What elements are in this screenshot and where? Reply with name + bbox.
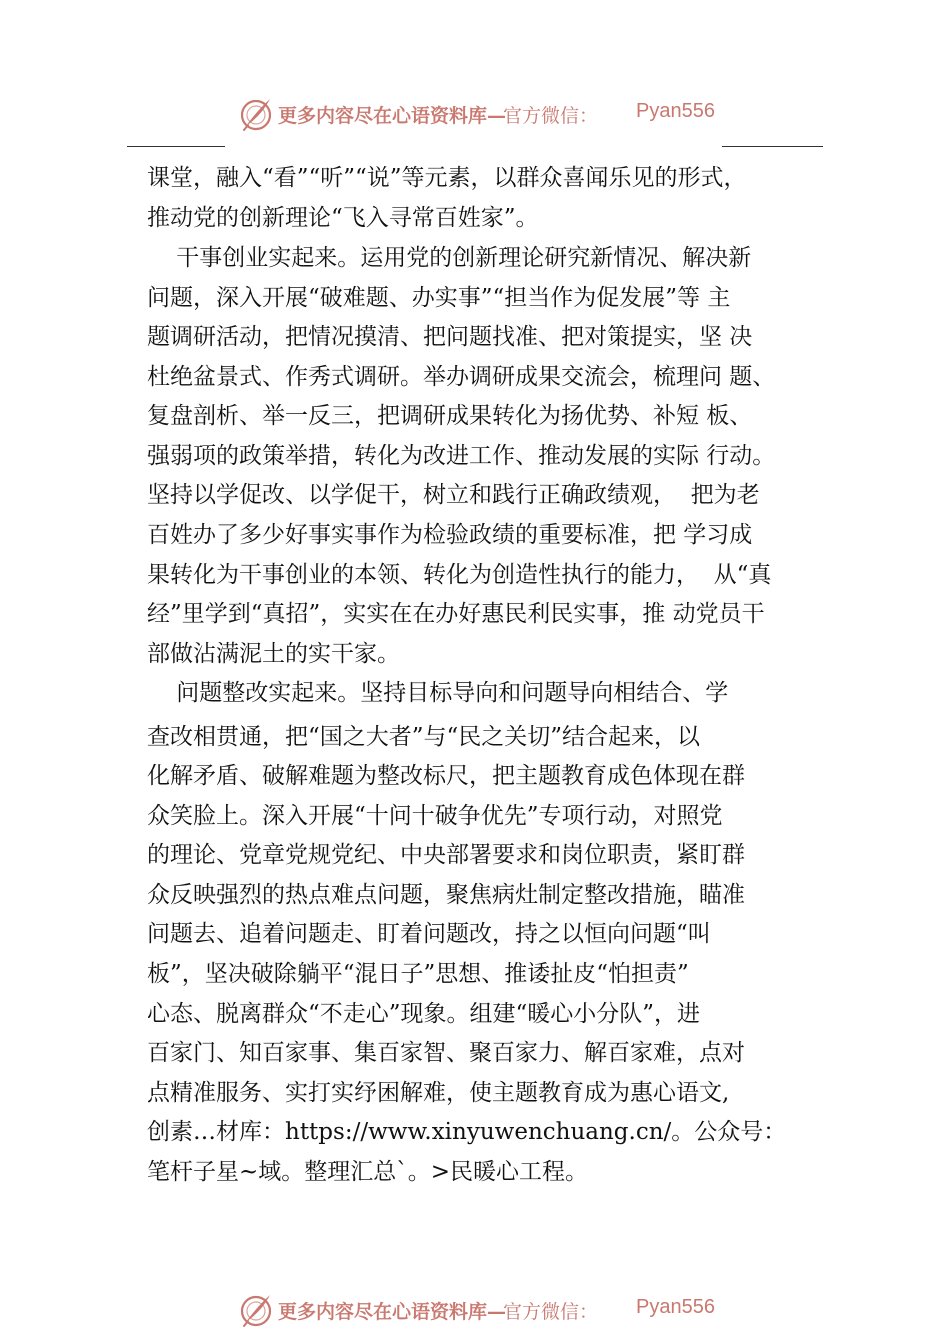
- footer-banner: [0, 1290, 950, 1330]
- body-line: 笔杆子星~域。整理汇总`。>民暖心工程。: [147, 1159, 589, 1185]
- banner-wechat-handle: Pyan556: [636, 100, 715, 122]
- body-line: 创素…材库：https://www.xinyuwenchuang.cn/。公众号：: [147, 1119, 787, 1145]
- body-line: 坚持以学促改、以学促干，树立和践行正确政绩观， 把为老: [147, 482, 760, 508]
- body-line: 部做沾满泥土的实干家。: [147, 641, 400, 667]
- body-line: 百姓办了多少好事实事作为检验政绩的重要标准，把 学习成: [147, 522, 753, 548]
- body-line: 复盘剖析、举一反三，把调研成果转化为扬优势、补短 板、: [147, 403, 753, 429]
- banner-slogan: 更多内容尽在心语资料库—: [278, 1301, 507, 1323]
- body-line: 杜绝盆景式、作秀式调研。举办调研成果交流会，梳理问 题、: [147, 364, 776, 390]
- quill-logo-icon: [238, 1292, 274, 1328]
- body-line: 题调研活动，把情况摸清、把问题找准、把对策提实，坚 决: [147, 324, 753, 350]
- banner-slogan: 更多内容尽在心语资料库—: [278, 105, 507, 127]
- body-line: 经”里学到“真招”，实实在在办好惠民利民实事，推 动党员干: [147, 601, 765, 627]
- body-line: 查改相贯通，把“国之大者”与“民之关切”结合起来，以: [147, 724, 701, 750]
- body-line: 问题去、追着问题走、盯着问题改，持之以恒向问题“叫: [147, 921, 711, 947]
- body-line: 众反映强烈的热点难点问题，聚焦病灶制定整改措施，瞄准: [147, 882, 745, 908]
- body-line: 板”，坚决破除躺平“混日子”思想、推诿扯皮“怕担责”: [147, 961, 689, 987]
- body-line: 课堂，融入“看”“听”“说”等元素，以群众喜闻乐见的形式，: [147, 165, 747, 191]
- body-line: 的理论、党章党规党纪、中央部署要求和岗位职责，紧盯群: [147, 842, 745, 868]
- banner-wechat-label: 官方微信：: [503, 1301, 599, 1323]
- paragraph-start-line: 干事创业实起来。运用党的创新理论研究新情况、解决新: [147, 245, 752, 271]
- body-line: 心态、脱离群众“不走心”现象。组建“暖心小分队”，进: [147, 1001, 701, 1027]
- body-line: 化解矛盾、破解难题为整改标尺，把主题教育成色体现在群: [147, 763, 745, 789]
- body-line: 百家门、知百家事、集百家智、聚百家力、解百家难，点对: [147, 1040, 745, 1066]
- body-line: 点精准服务、实打实纾困解难，使主题教育成为惠心语文,: [147, 1080, 730, 1106]
- body-line: 果转化为干事创业的本领、转化为创造性执行的能力， 从“真: [147, 562, 772, 588]
- body-line: 问题，深入开展“破难题、办实事”“担当作为促发展”等 主: [147, 285, 731, 311]
- banner-wechat-handle: Pyan556: [636, 1296, 715, 1318]
- body-line: 推动党的创新理论“飞入寻常百姓家”。: [147, 205, 539, 231]
- paragraph-start-line: 问题整改实起来。坚持目标导向和问题导向相结合、学: [147, 680, 729, 706]
- body-line: 强弱项的政策举措，转化为改进工作、推动发展的实际 行动。: [147, 443, 776, 469]
- banner-wechat-label: 官方微信：: [503, 105, 599, 127]
- body-line: 众笑脸上。深入开展“十问十破争优先”专项行动，对照党: [147, 803, 723, 829]
